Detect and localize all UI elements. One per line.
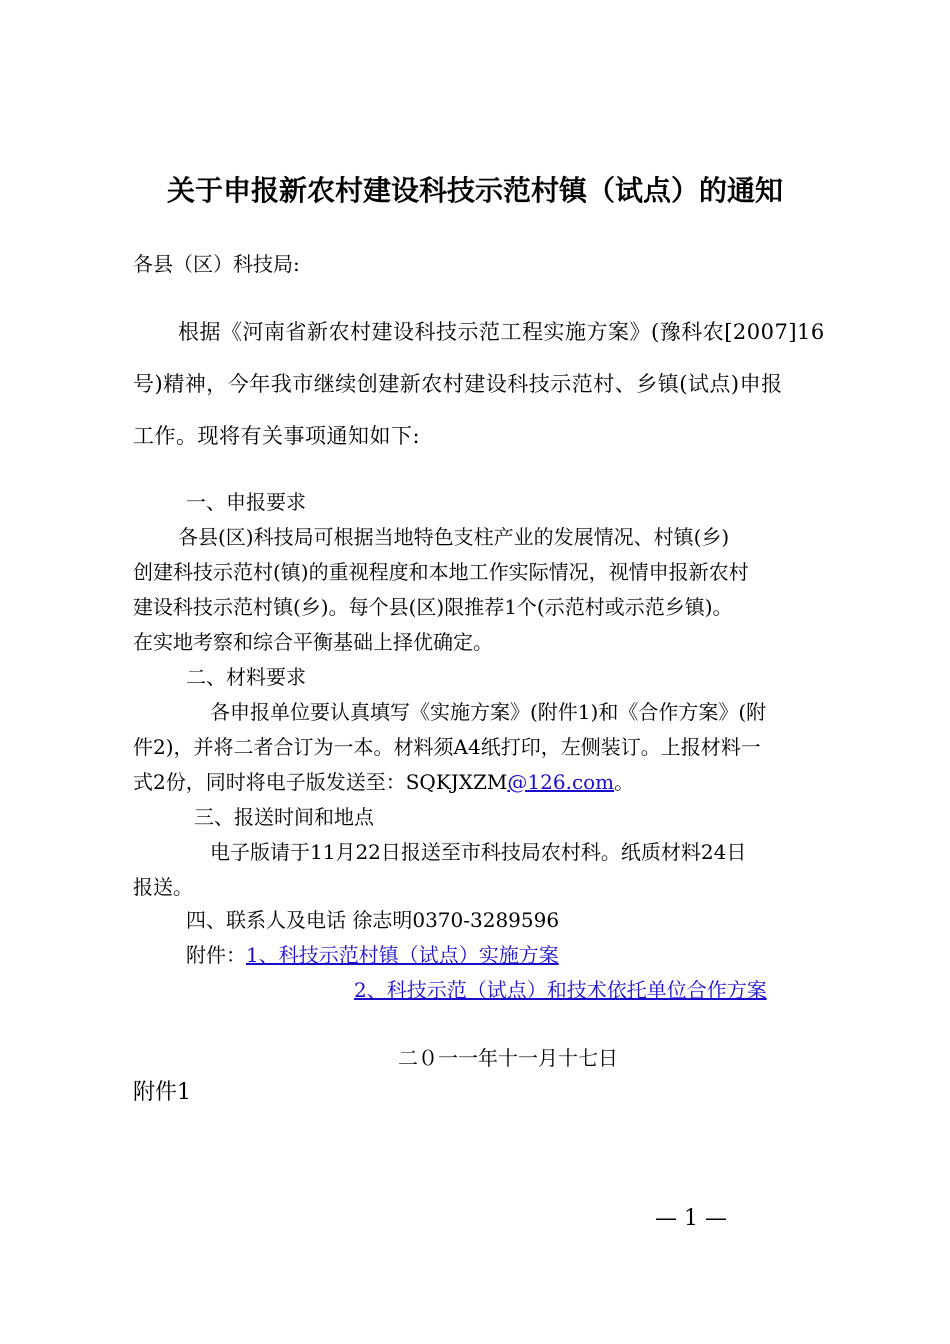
attachment-1-heading: 附件1	[133, 1080, 191, 1105]
section-1-line-3: 建设科技示范村镇(乡)。每个县(区)限推荐1个(示范村或示范乡镇)。	[133, 595, 733, 619]
document-title: 关于申报新农村建设科技示范村镇（试点）的通知	[166, 174, 783, 207]
section-3-line-1: 电子版请于11月22日报送至市科技局农村科。纸质材料24日	[210, 840, 747, 864]
section-4-heading: 四、联系人及电话 徐志明0370-3289596	[186, 908, 560, 932]
page-number: — 1 —	[655, 1206, 727, 1231]
intro-line-1: 根据《河南省新农村建设科技示范工程实施方案》(豫科农[2007]16	[178, 320, 825, 344]
intro-line-2: 号)精神，今年我市继续创建新农村建设科技示范村、乡镇(试点)申报	[133, 372, 783, 396]
section-2-line-1: 各申报单位要认真填写《实施方案》(附件1)和《合作方案》(附	[210, 700, 767, 724]
intro-line-3: 工作。现将有关事项通知如下:	[133, 424, 421, 448]
section-1-heading: 一、申报要求	[186, 490, 306, 514]
section-3-line-2: 报送。	[133, 875, 193, 899]
section-1-line-1: 各县(区)科技局可根据当地特色支柱产业的发展情况、村镇(乡)	[178, 525, 730, 549]
section-1-line-2: 创建科技示范村(镇)的重视程度和本地工作实际情况，视情申报新农村	[133, 560, 749, 584]
section-3-heading: 三、报送时间和地点	[194, 805, 374, 829]
section-2-line-3-prefix: 式2份，同时将电子版发送至：SQKJXZM	[133, 770, 508, 794]
section-1-line-4: 在实地考察和综合平衡基础上择优确定。	[133, 630, 493, 654]
section-2-line-2: 件2)，并将二者合订为一本。材料须A4纸打印，左侧装订。上报材料一	[133, 735, 761, 759]
attachments-line-1	[186, 943, 559, 967]
section-2-line-3-suffix: 。	[614, 770, 635, 794]
attachments-line-2	[354, 978, 767, 1002]
email-link[interactable]: @126.com	[507, 770, 615, 794]
document-date: 二０一一年十一月十七日	[398, 1046, 618, 1070]
attachment-link-2[interactable]: 2、科技示范（试点）和技术依托单位合作方案	[354, 978, 767, 1002]
section-2-heading: 二、材料要求	[186, 665, 306, 689]
attachments-label: 附件：	[186, 943, 246, 967]
attachment-link-1[interactable]: 1、科技示范村镇（试点）实施方案	[246, 943, 559, 967]
section-2-line-3	[133, 770, 634, 794]
salutation: 各县（区）科技局:	[133, 252, 300, 276]
